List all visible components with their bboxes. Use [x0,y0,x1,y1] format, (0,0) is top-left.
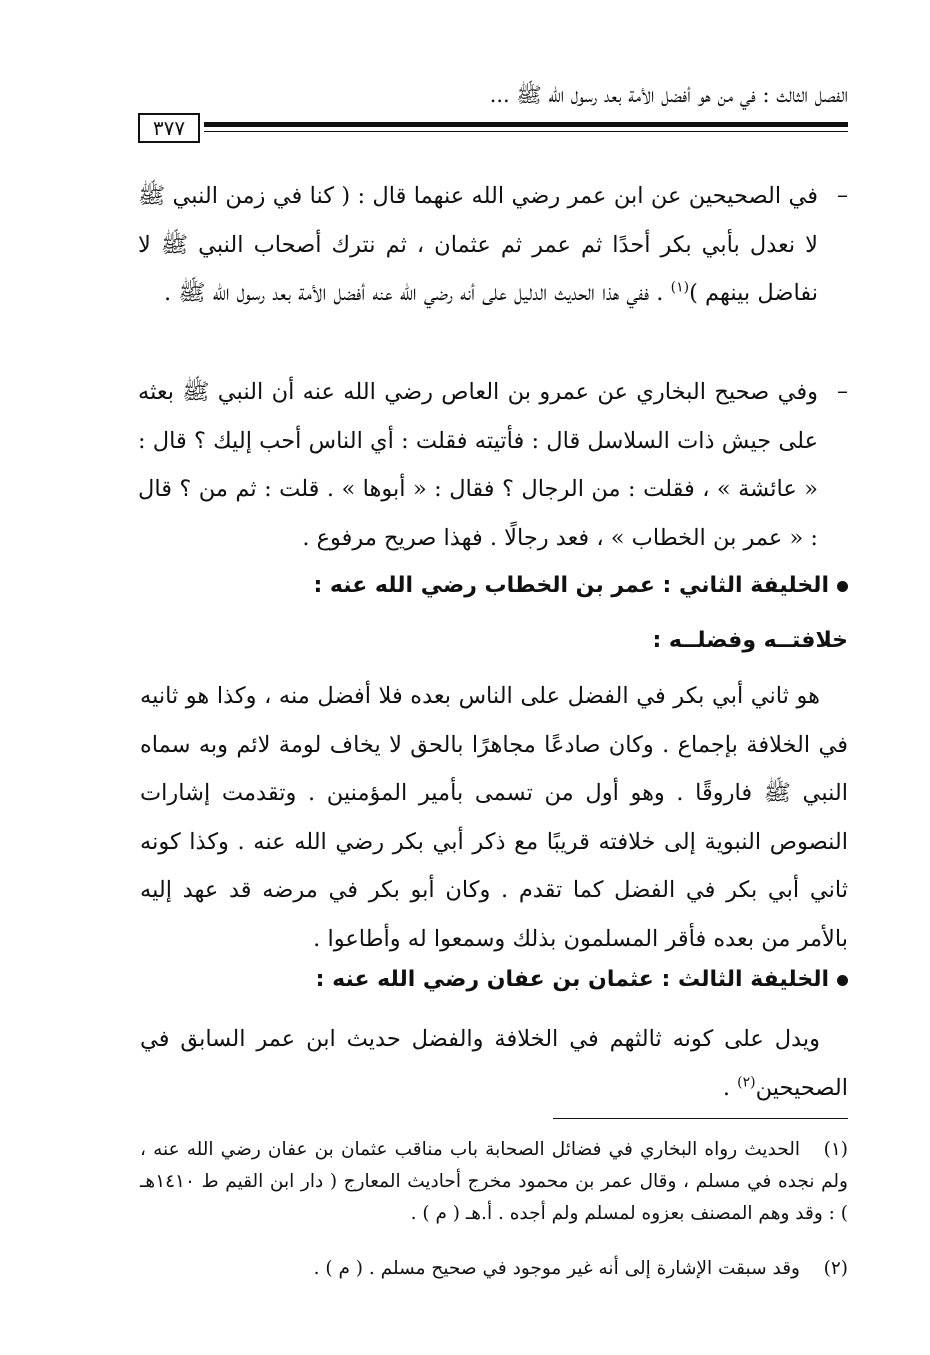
page-number-box: ٣٧٧ [138,113,200,143]
header-rule-thick [204,122,848,127]
footnote-2 [140,1253,848,1285]
header-rule-thin [204,131,848,132]
paragraph-ibn-umar-hadith [138,172,818,318]
heading-text: الخليفة الثاني : عمر بن الخطاب رضي الله عنه : [313,573,829,598]
footnote-number: (١) [823,1139,848,1160]
bullet-icon [837,581,848,592]
footnote-number: (٢) [823,1258,848,1279]
paragraph-amr-hadith: وفي صحيح البخاري عن عمرو بن العاص رضي الله عنه أن النبي ﷺ بعثه على جيش ذات السلاسل قال : فأتيته فقلت : أي الناس أحب إليك ؟ قال : « عائشة » ، فقلت : من الرجال ؟ فقال : « أبوها » . قلت : ثم من ؟ قال : « عمر بن الخطاب » ، فعد رجالًا . فهذا صريح مرفوع . [138,379,818,551]
bullet-icon [837,975,848,986]
paragraph-text-tail: . ففي هذا الحديث الدليل على أنه رضي الله عنه أفضل الأمة بعد رسول الله ﷺ . [164,280,671,306]
footnote-ref-2: (٢) [737,1074,756,1090]
section-heading-third-caliph [140,967,848,992]
footnote-text: الحديث رواه البخاري في فضائل الصحابة باب مناقب عثمان بن عفان رضي الله عنه ، ولم نجده في مسلم ، وقال عمر بن محمود مخرج أحاديث المعارج ( دار ابن القيم ط ١٤١٠هـ ) : وقد وهم المصنف بعزوه لمسلم ولم أجده . أ.هـ ( م ) . [140,1139,848,1224]
paragraph-dash-marker: – [837,183,848,208]
subheading-caliphate-virtue: خلافتــه وفضلــه : [652,628,848,653]
paragraph-text: في الصحيحين عن ابن عمر رضي الله عنهما قال : ( كنا في زمن النبي ﷺ لا نعدل بأبي بكر أحدًا ثم عمر ثم عثمان ، ثم نترك أصحاب النبي ﷺ لا نفاضل بينهم ) [138,183,818,306]
footnote-ref-1: (١) [670,279,690,296]
footnote-text: وقد سبقت الإشارة إلى أنه غير موجود في صحيح مسلم . ( م ) . [313,1258,800,1279]
section-heading-second-caliph [140,573,848,598]
running-header: الفصل الثالث : في من هو أفضل الأمة بعد رسول الله ﷺ ... [489,83,848,107]
paragraph-uthman [140,1015,848,1112]
paragraph-text-tail: . [722,1074,738,1101]
footnote-1 [140,1134,848,1230]
footnote-separator [553,1118,848,1119]
paragraph-dash-marker: – [837,379,848,404]
paragraph-umar-virtue: هو ثاني أبي بكر في الفضل على الناس بعده فلا أفضل منه ، وكذا هو ثانيه في الخلافة بإجماع . وكان صادعًا مجاهرًا بالحق لا يخاف لومة لائم وبه سماه النبي ﷺ فاروقًا . وهو أول من تسمى بأمير المؤمنين . وتقدمت إشارات النصوص النبوية إلى خلافته قريبًا مع ذكر أبي بكر رضي الله عنه . وكذا كونه ثاني أبي بكر في الفضل كما تقدم . وكان أبو بكر في مرضه قد عهد إليه بالأمر من بعده فأقر المسلمون بذلك وسمعوا له وأطاعوا . [140,683,848,952]
paragraph-text: ويدل على كونه ثالثهم في الخلافة والفضل حديث ابن عمر السابق في الصحيحين [140,1026,848,1101]
heading-text: الخليفة الثالث : عثمان بن عفان رضي الله عنه : [315,967,829,992]
